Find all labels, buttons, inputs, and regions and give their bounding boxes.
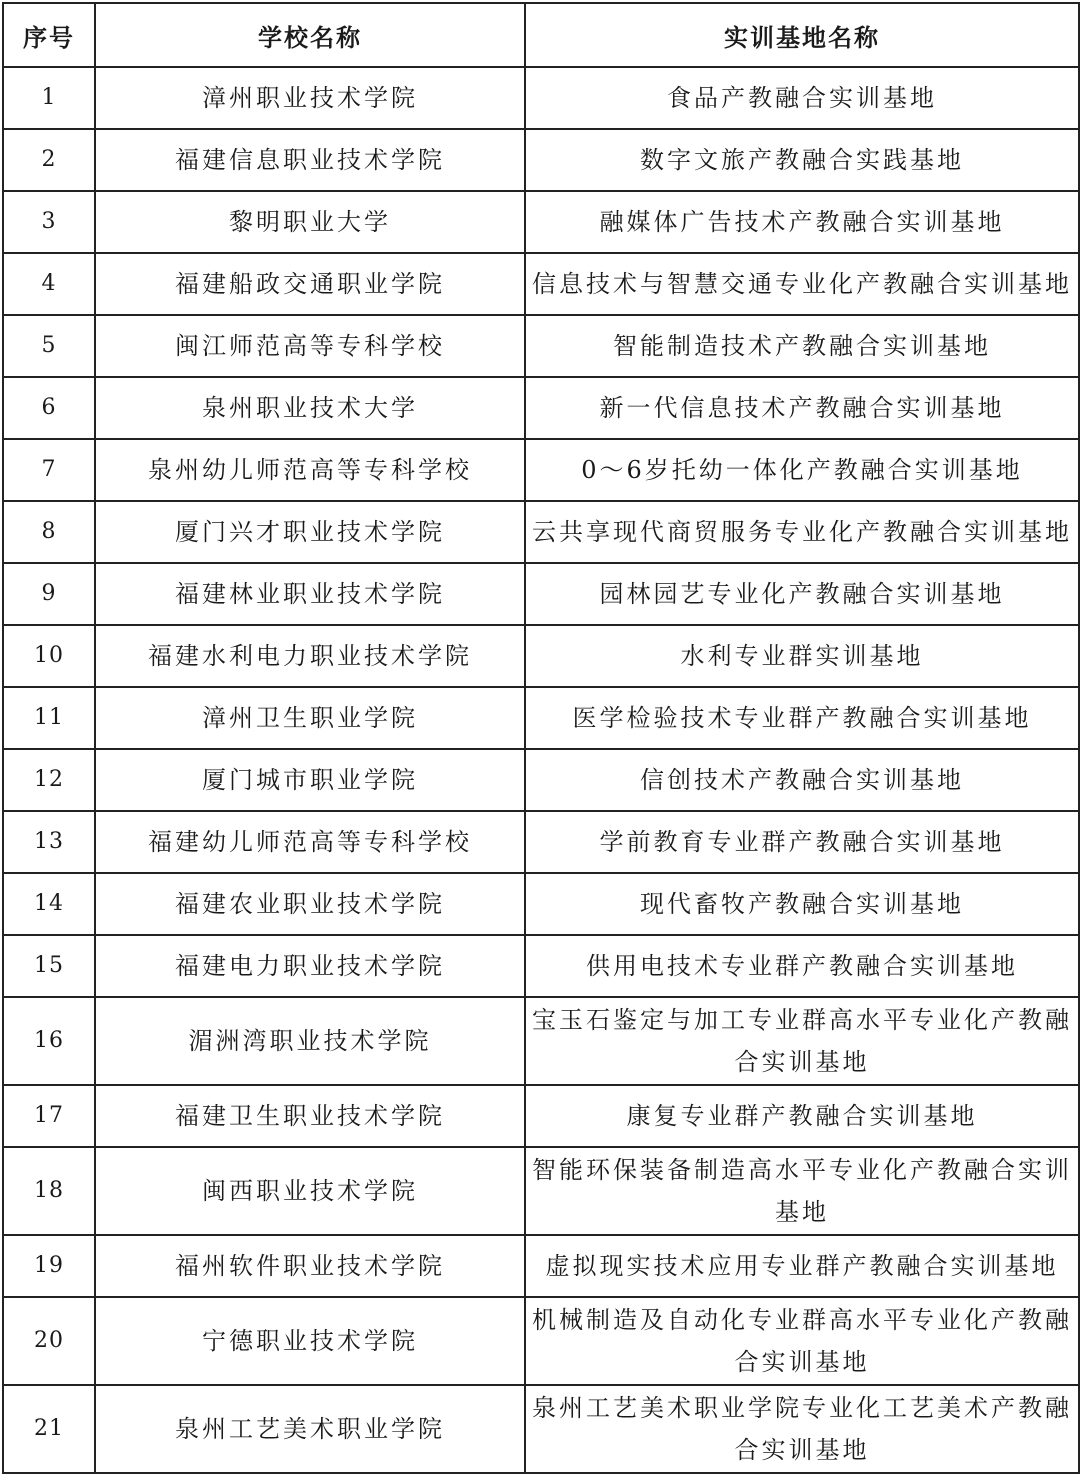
- row-serial-number: 4: [3, 253, 95, 315]
- row-serial-number: 11: [3, 687, 95, 749]
- training-base-table: [2, 2, 1080, 1474]
- table-row: [3, 749, 1079, 811]
- table-row: [3, 129, 1079, 191]
- row-school-name: 宁德职业技术学院: [95, 1297, 525, 1385]
- row-school-name: 泉州工艺美术职业学院: [95, 1385, 525, 1473]
- table-row: [3, 501, 1079, 563]
- table-row: [3, 935, 1079, 997]
- row-school-name: 福建船政交通职业学院: [95, 253, 525, 315]
- row-serial-number: 18: [3, 1147, 95, 1235]
- row-base-name: 虚拟现实技术应用专业群产教融合实训基地: [525, 1235, 1079, 1297]
- row-base-name: 信创技术产教融合实训基地: [525, 749, 1079, 811]
- row-base-name: 水利专业群实训基地: [525, 625, 1079, 687]
- row-school-name: 福建幼儿师范高等专科学校: [95, 811, 525, 873]
- table-row: [3, 377, 1079, 439]
- row-school-name: 泉州职业技术大学: [95, 377, 525, 439]
- row-base-name: 云共享现代商贸服务专业化产教融合实训基地: [525, 501, 1079, 563]
- table-row: [3, 67, 1079, 129]
- table-row: [3, 625, 1079, 687]
- row-base-name: 智能制造技术产教融合实训基地: [525, 315, 1079, 377]
- table-row: [3, 1385, 1079, 1473]
- row-serial-number: 3: [3, 191, 95, 253]
- row-school-name: 漳州职业技术学院: [95, 67, 525, 129]
- row-base-name: 学前教育专业群产教融合实训基地: [525, 811, 1079, 873]
- table-row: [3, 253, 1079, 315]
- table-row: [3, 873, 1079, 935]
- row-base-name: 机械制造及自动化专业群高水平专业化产教融合实训基地: [525, 1297, 1079, 1385]
- row-base-name: 泉州工艺美术职业学院专业化工艺美术产教融合实训基地: [525, 1385, 1079, 1473]
- row-serial-number: 9: [3, 563, 95, 625]
- row-base-name: 现代畜牧产教融合实训基地: [525, 873, 1079, 935]
- table-row: [3, 1147, 1079, 1235]
- row-school-name: 福建林业职业技术学院: [95, 563, 525, 625]
- table-row: [3, 1297, 1079, 1385]
- row-serial-number: 17: [3, 1085, 95, 1147]
- table-row: [3, 687, 1079, 749]
- row-serial-number: 2: [3, 129, 95, 191]
- row-school-name: 厦门城市职业学院: [95, 749, 525, 811]
- header-school-name: 学校名称: [95, 3, 525, 67]
- row-base-name: 融媒体广告技术产教融合实训基地: [525, 191, 1079, 253]
- row-serial-number: 15: [3, 935, 95, 997]
- row-school-name: 福建信息职业技术学院: [95, 129, 525, 191]
- row-serial-number: 1: [3, 67, 95, 129]
- row-base-name: 新一代信息技术产教融合实训基地: [525, 377, 1079, 439]
- row-base-name: 信息技术与智慧交通专业化产教融合实训基地: [525, 253, 1079, 315]
- row-school-name: 漳州卫生职业学院: [95, 687, 525, 749]
- row-base-name: 园林园艺专业化产教融合实训基地: [525, 563, 1079, 625]
- row-serial-number: 20: [3, 1297, 95, 1385]
- row-base-name: 供用电技术专业群产教融合实训基地: [525, 935, 1079, 997]
- row-serial-number: 12: [3, 749, 95, 811]
- row-serial-number: 5: [3, 315, 95, 377]
- row-base-name: 智能环保装备制造高水平专业化产教融合实训基地: [525, 1147, 1079, 1235]
- row-serial-number: 10: [3, 625, 95, 687]
- row-serial-number: 7: [3, 439, 95, 501]
- table-row: [3, 563, 1079, 625]
- row-base-name: 0～6岁托幼一体化产教融合实训基地: [525, 439, 1079, 501]
- row-school-name: 闽江师范高等专科学校: [95, 315, 525, 377]
- header-base-name: 实训基地名称: [525, 3, 1079, 67]
- table-row: [3, 439, 1079, 501]
- row-school-name: 厦门兴才职业技术学院: [95, 501, 525, 563]
- row-school-name: 泉州幼儿师范高等专科学校: [95, 439, 525, 501]
- row-serial-number: 14: [3, 873, 95, 935]
- table-row: [3, 191, 1079, 253]
- row-serial-number: 13: [3, 811, 95, 873]
- row-school-name: 福建电力职业技术学院: [95, 935, 525, 997]
- row-serial-number: 19: [3, 1235, 95, 1297]
- row-serial-number: 6: [3, 377, 95, 439]
- row-serial-number: 8: [3, 501, 95, 563]
- row-school-name: 闽西职业技术学院: [95, 1147, 525, 1235]
- row-school-name: 福建水利电力职业技术学院: [95, 625, 525, 687]
- row-base-name: 宝玉石鉴定与加工专业群高水平专业化产教融合实训基地: [525, 997, 1079, 1085]
- row-school-name: 湄洲湾职业技术学院: [95, 997, 525, 1085]
- table-header-row: [3, 3, 1079, 67]
- row-school-name: 福建农业职业技术学院: [95, 873, 525, 935]
- row-base-name: 康复专业群产教融合实训基地: [525, 1085, 1079, 1147]
- header-serial-number: 序号: [3, 3, 95, 67]
- table-row: [3, 1085, 1079, 1147]
- table-row: [3, 1235, 1079, 1297]
- table-row: [3, 315, 1079, 377]
- row-base-name: 食品产教融合实训基地: [525, 67, 1079, 129]
- row-serial-number: 16: [3, 997, 95, 1085]
- row-school-name: 福州软件职业技术学院: [95, 1235, 525, 1297]
- row-school-name: 黎明职业大学: [95, 191, 525, 253]
- row-base-name: 数字文旅产教融合实践基地: [525, 129, 1079, 191]
- row-base-name: 医学检验技术专业群产教融合实训基地: [525, 687, 1079, 749]
- table-row: [3, 997, 1079, 1085]
- row-school-name: 福建卫生职业技术学院: [95, 1085, 525, 1147]
- table-row: [3, 811, 1079, 873]
- row-serial-number: 21: [3, 1385, 95, 1473]
